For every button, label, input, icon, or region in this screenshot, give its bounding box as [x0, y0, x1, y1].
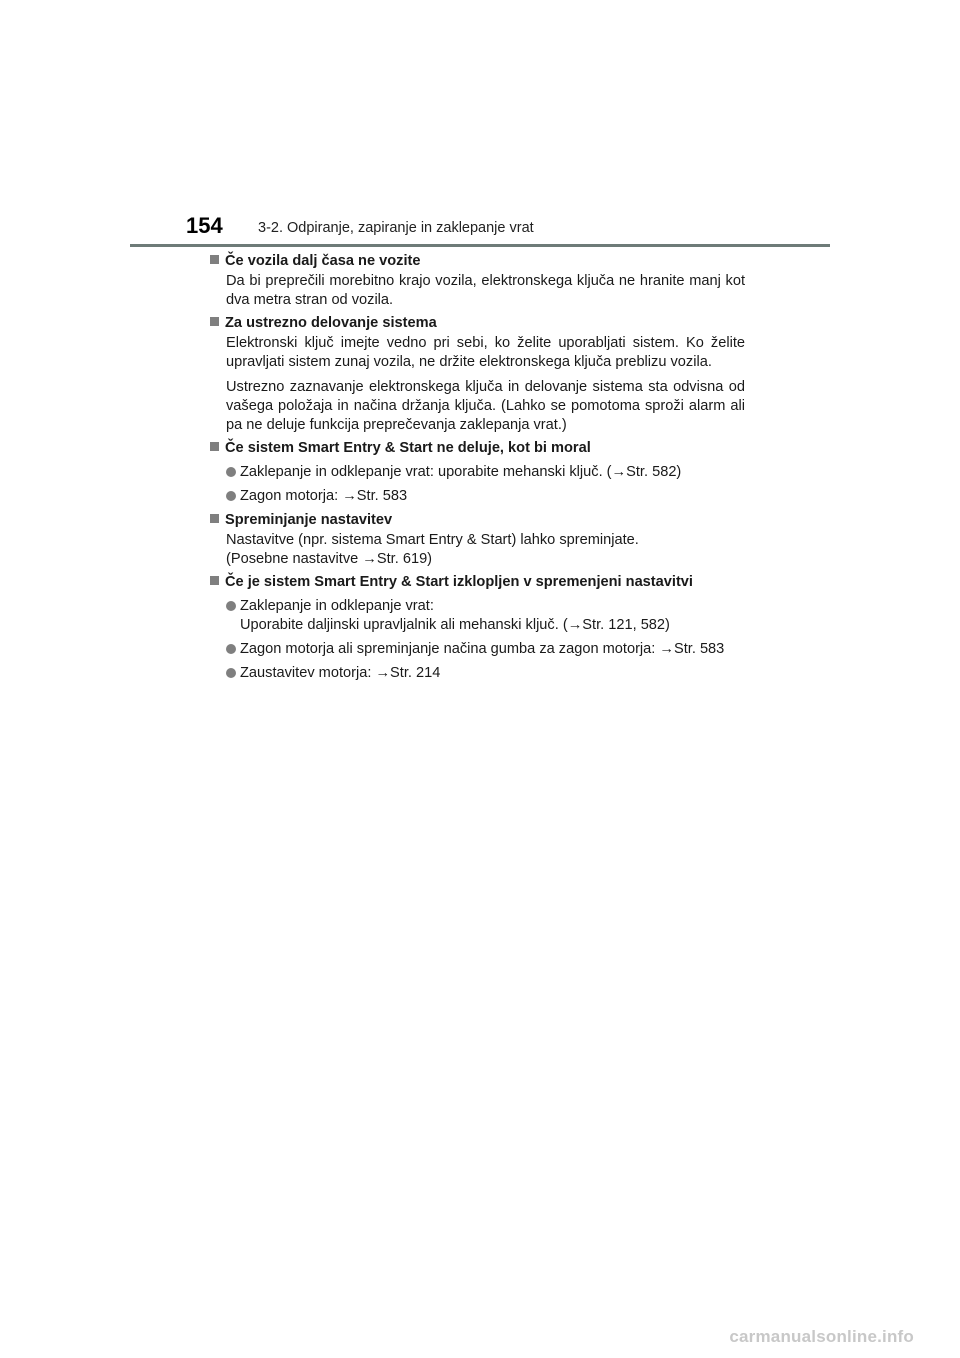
content [210, 252, 745, 688]
round-bullet-icon [226, 601, 236, 611]
list-item [226, 664, 745, 683]
heading-changing-settings [210, 511, 745, 530]
text-line: (Posebne nastavitve →Str. 619) [226, 551, 433, 567]
heading-text: Če je sistem Smart Entry & Start izklopljen v spremenjeni nastavitvi [225, 574, 693, 590]
text-line: Nastavitve (npr. sistema Smart Entry & Start) lahko spreminjate. [226, 532, 639, 548]
round-bullet-icon [226, 491, 236, 501]
watermark: carmanualsonline.info [729, 1327, 914, 1346]
round-bullet-icon [226, 644, 236, 654]
list-item [226, 597, 745, 635]
square-bullet-icon [210, 317, 219, 326]
paragraph [226, 531, 745, 569]
list-item [226, 487, 745, 506]
list-item [226, 463, 745, 482]
square-bullet-icon [210, 514, 219, 523]
header-rule [130, 244, 830, 247]
heading-text: Če sistem Smart Entry & Start ne deluje, kot bi moral [225, 440, 591, 456]
heading-system-malfunction [210, 439, 745, 458]
page-number: 154 [186, 213, 223, 238]
round-bullet-icon [226, 467, 236, 477]
list-item-text: Zaklepanje in odklepanje vrat: uporabite mehanski ključ. (→Str. 582) [240, 464, 682, 480]
list-item [226, 640, 745, 659]
text-line: Uporabite daljinski upravljalnik ali mehanski ključ. (→Str. 121, 582) [240, 617, 670, 633]
heading-inactive-vehicle [210, 252, 745, 271]
list-item-text: Zagon motorja: →Str. 583 [240, 488, 408, 504]
square-bullet-icon [210, 442, 219, 451]
heading-text: Če vozila dalj časa ne vozite [225, 253, 421, 269]
text-line: Zaklepanje in odklepanje vrat: [240, 598, 434, 614]
heading-system-disabled [210, 573, 745, 592]
paragraph: Elektronski ključ imejte vedno pri sebi, ko želite uporabljati sistem. Ko želite upravljati sistem zunaj vozila, ne držite elektronskega ključa preblizu vozila. [226, 335, 745, 370]
heading-text: Spreminjanje nastavitev [225, 512, 393, 528]
square-bullet-icon [210, 255, 219, 264]
paragraph: Da bi preprečili morebitno krajo vozila, elektronskega ključa ne hranite manj kot dva metra stran od vozila. [226, 273, 745, 308]
round-bullet-icon [226, 668, 236, 678]
square-bullet-icon [210, 576, 219, 585]
section-title: 3-2. Odpiranje, zapiranje in zaklepanje vrat [258, 220, 534, 236]
list-item-text [240, 597, 745, 635]
paragraph: Ustrezno zaznavanje elektronskega ključa in delovanje sistema sta odvisna od vašega položaja in načina držanja ključa. (Lahko se pomotoma sproži alarm ali pa ne deluje funkcija preprečevanja zaklepanja vrat.) [226, 379, 745, 433]
heading-text: Za ustrezno delovanje sistema [225, 315, 437, 331]
list-item-text: Zaustavitev motorja: →Str. 214 [240, 665, 441, 681]
heading-proper-operation [210, 314, 745, 333]
list-item-text: Zagon motorja ali spreminjanje načina gumba za zagon motorja: →Str. 583 [240, 641, 725, 657]
